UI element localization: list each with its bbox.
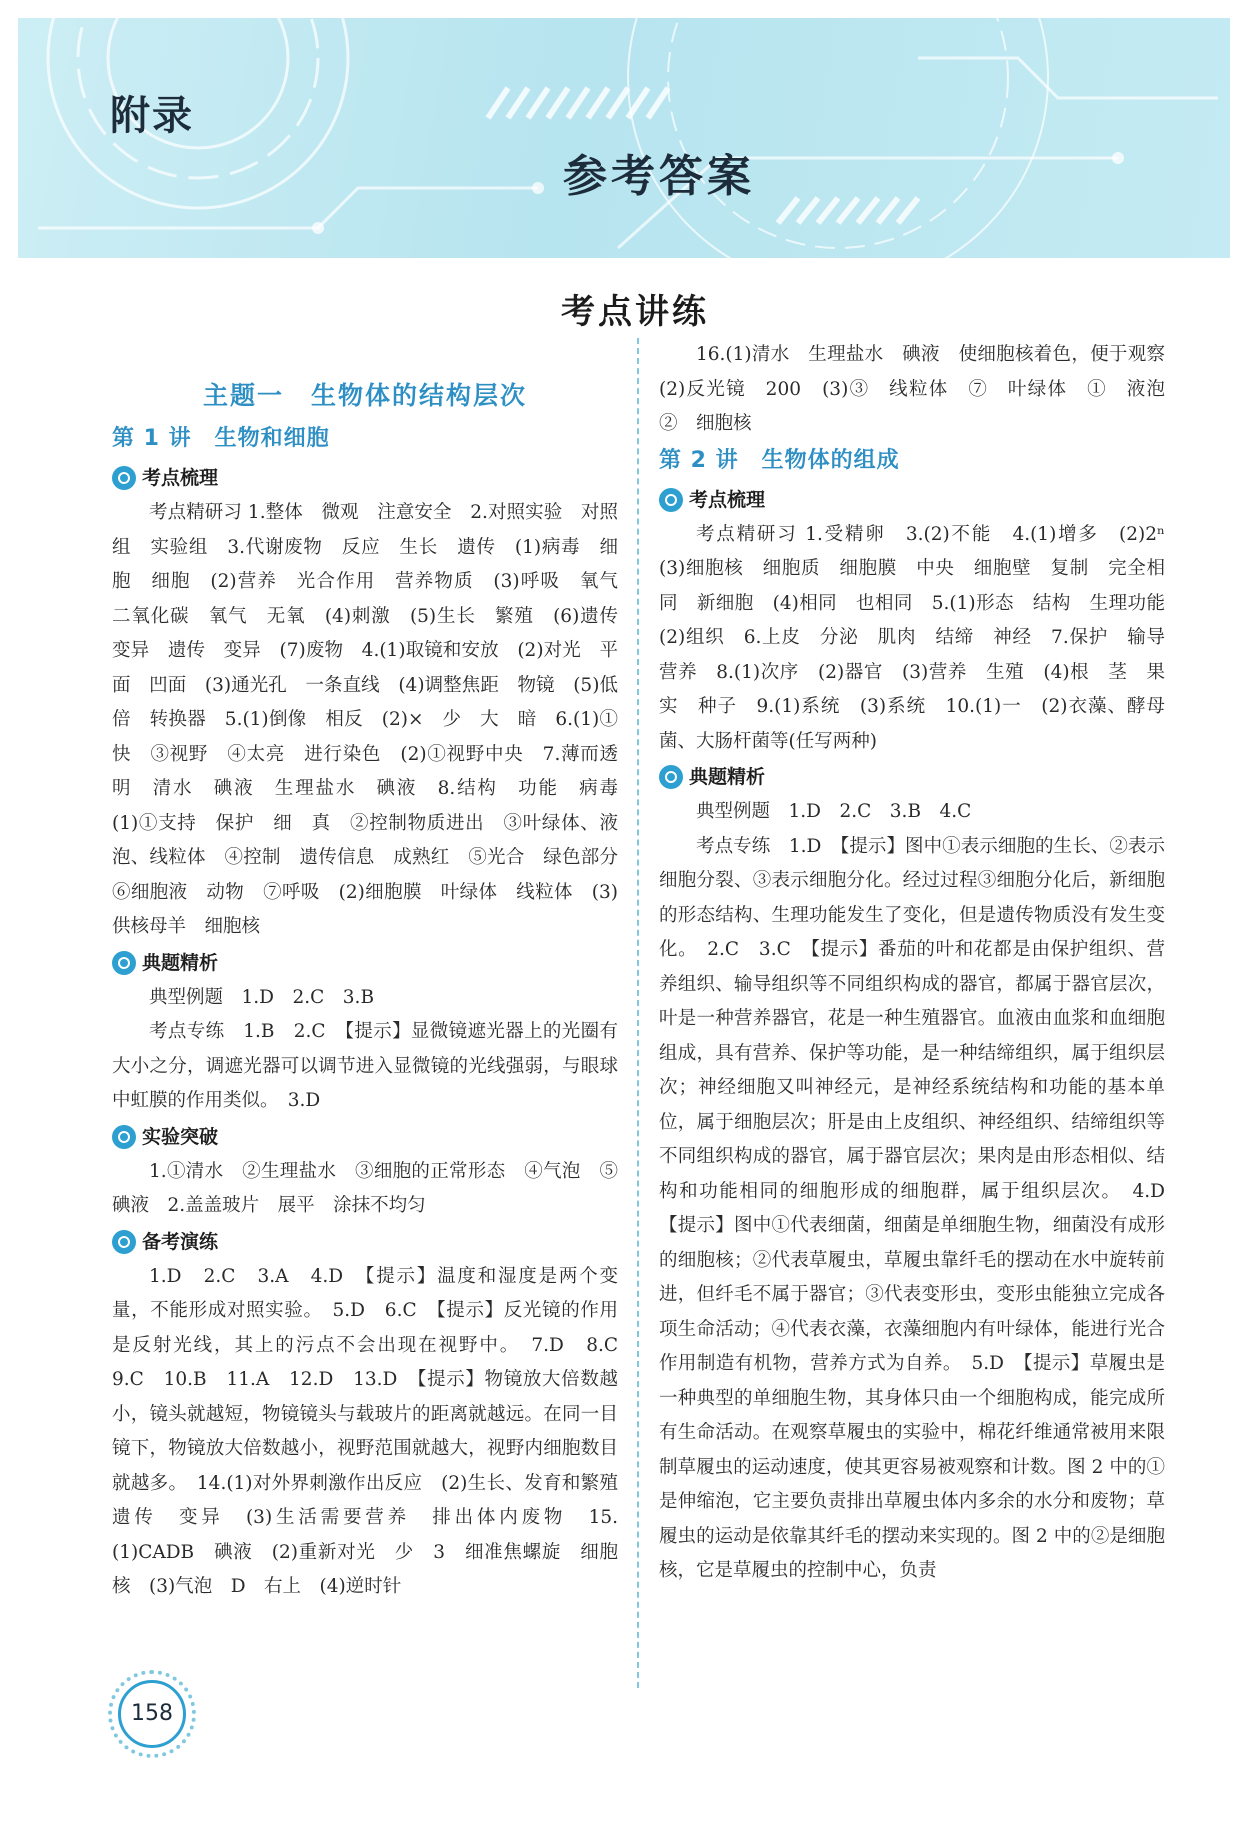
answers-title: 参考答案: [563, 151, 755, 202]
subheading-dianti-jingxi: 典题精析: [112, 945, 618, 981]
subheading-dianti-jingxi: 典题精析: [659, 759, 1165, 795]
section-badge-icon: [112, 466, 136, 490]
answer-paragraph: 考点专练 1.D 【提示】图中①表示细胞的生长、②表示细胞分裂、③表示细胞分化。经过过程③细胞分化后，新细胞的形态结构、生理功能发生了变化，但是遗传物质没有发生变化。 2.C 3.C 【提示】番茄的叶和花都是由保护组织、营养组织、输导组织等不同组织构成的器官，都属于器官层次，叶是一种营养器官，花是一种生殖器官。血液由血浆和血细胞组成，具有营养、保护等功能，是一种结缔组织，属于组织层次；神经细胞又叫神经元，是神经系统结构和功能的基本单位，属于细胞层次；肝是由上皮组织、神经组织、结缔组织等不同组织构成的器官，属于器官层次；果肉是由形态相似、结构和功能相同的细胞形成的细胞群，属于组织层次。 4.D 【提示】图中①代表细菌，细菌是单细胞生物，细菌没有成形的细胞核；②代表草履虫，草履虫靠纤毛的摆动在水中旋转前进，但纤毛不属于器官；③代表变形虫，变形虫能独立完成各项生命活动；④代表衣藻，衣藻细胞内有叶绿体，能进行光合作用制造有机物，营养方式为自养。 5.D 【提示】草履虫是一种典型的单细胞生物，其身体只由一个细胞构成，能完成所有生命活动。在观察草履虫的实验中，棉花纤维通常被用来限制草履虫的运动速度，使其更容易被观察和计数。图 2 中的①是伸缩泡，它主要负责排出草履虫体内多余的水分和废物；草履虫的运动是依靠其纤毛的摆动来实现的。图 2 中的②是细胞核，它是草履虫的控制中心，负责: [659, 835, 1184, 1581]
answer-paragraph: 考点专练 1.B 2.C 【提示】显微镜遮光器上的光圈有大小之分，调遮光器可以调节进入显微镜的光线强弱，与眼球中虹膜的作用类似。 3.D: [112, 1021, 618, 1111]
column-divider: [637, 338, 639, 1688]
lecture-1-heading: 第 1 讲 生物和细胞: [112, 426, 330, 451]
section-title: 考点讲练: [561, 292, 709, 332]
left-column: [112, 338, 637, 1605]
answer-paragraph: 考点精研习 1.整体 微观 注意安全 2.对照实验 对照组 实验组 3.代谢废物 反应 生长 遗传 (1)病毒 细胞 细胞 (2)营养 光合作用 营养物质 (3)呼吸 氧气 二氧化碳 氧气 无氧 (4)刺激 (5)生长 繁殖 (6)遗传 变异 遗传 变异 (7)废物 4.(1)取镜和安放 (2)对光 平面 凹面 (3)通光孔 一条直线 (4)调整焦距 物镜 (5)低倍 转换器 5.(1)倒像 相反 (2)× 少 大 暗 6.(1)①快 ③视野 ④太亮 进行染色 (2)①视野中央 7.薄而透明 清水 碘液 生理盐水 碘液 8.结构 功能 病毒 (1)①支持 保护 细 真 ②控制物质进出 ③叶绿体、液泡、线粒体 ④控制 遗传信息 成熟红 ⑤光合 绿色部分 ⑥细胞液 动物 ⑦呼吸 (2)细胞膜 叶绿体 线粒体 (3)供核母羊 细胞核: [112, 502, 637, 937]
lecture-2-heading: 第 2 讲 生物体的组成: [659, 447, 900, 473]
section-badge-icon: [112, 1125, 136, 1149]
answer-paragraph: 考点精研习 1.受精卵 3.(2)不能 4.(1)增多 (2)2ⁿ (3)细胞核 细胞质 细胞膜 中央 细胞壁 复制 完全相同 新细胞 (4)相同 也相同 5.(1)形态 结构 生理功能 (2)组织 6.上皮 分泌 肌肉 结缔 神经 7.保护 输导 营养 8.(1)次序 (2)器官 (3)营养 生殖 (4)根 茎 果实 种子 9.(1)系统 (3)系统 10.(1)一 (2)衣藻、酵母菌、大肠杆菌等(任写两种): [659, 523, 1184, 752]
answer-paragraph: 典型例题 1.D 2.C 3.B: [149, 986, 375, 1008]
answer-paragraph: 1.①清水 ②生理盐水 ③细胞的正常形态 ④气泡 ⑤碘液 2.盖盖玻片 展平 涂抹不均匀: [112, 1160, 618, 1216]
section-badge-icon: [659, 765, 683, 789]
section-badge-icon: [659, 488, 683, 512]
page-number: 158: [118, 1680, 186, 1748]
answer-paragraph: 1.D 2.C 3.A 4.D 【提示】温度和湿度是两个变量，不能形成对照实验。 5.D 6.C 【提示】反光镜的作用是反射光线，其上的污点不会出现在视野中。 7.D 8.C 9.C 10.B 11.A 12.D 13.D 【提示】物镜放大倍数越小，镜头就越短，物镜镜头与载玻片的距离就越远。在同一目镜下，物镜放大倍数越小，视野范围就越大，视野内细胞数目就越多。 14.(1)对外界刺激作出反应 (2)生长、发育和繁殖 遗传 变异 (3)生活需要营养 排出体内废物 15.(1)CADB 碘液 (2)重新对光 少 3 细准焦螺旋 细胞核 (3)气泡 D 右上 (4)逆时针: [112, 1265, 637, 1597]
theme-heading: 主题一 生物体的结构层次: [202, 381, 527, 410]
answer-paragraph: 典型例题 1.D 2.C 3.B 4.C: [696, 801, 972, 822]
right-column: [659, 338, 1184, 1589]
subheading-beikao-yanlian: 备考演练: [112, 1224, 618, 1260]
subheading-kaodian-shuli: 考点梳理: [659, 482, 1165, 518]
section-badge-icon: [112, 1230, 136, 1254]
header-banner: [18, 18, 1230, 258]
subheading-shiyan-tupo: 实验突破: [112, 1119, 618, 1155]
answer-paragraph-continuation: 16.(1)清水 生理盐水 碘液 使细胞核着色，便于观察 (2)反光镜 200 (3)③ 线粒体 ⑦ 叶绿体 ① 液泡 ② 细胞核: [659, 344, 1184, 434]
subheading-kaodian-shuli: 考点梳理: [112, 460, 618, 496]
section-badge-icon: [112, 951, 136, 975]
circuit-decoration: [18, 18, 1230, 258]
appendix-label: 附录: [110, 93, 194, 139]
